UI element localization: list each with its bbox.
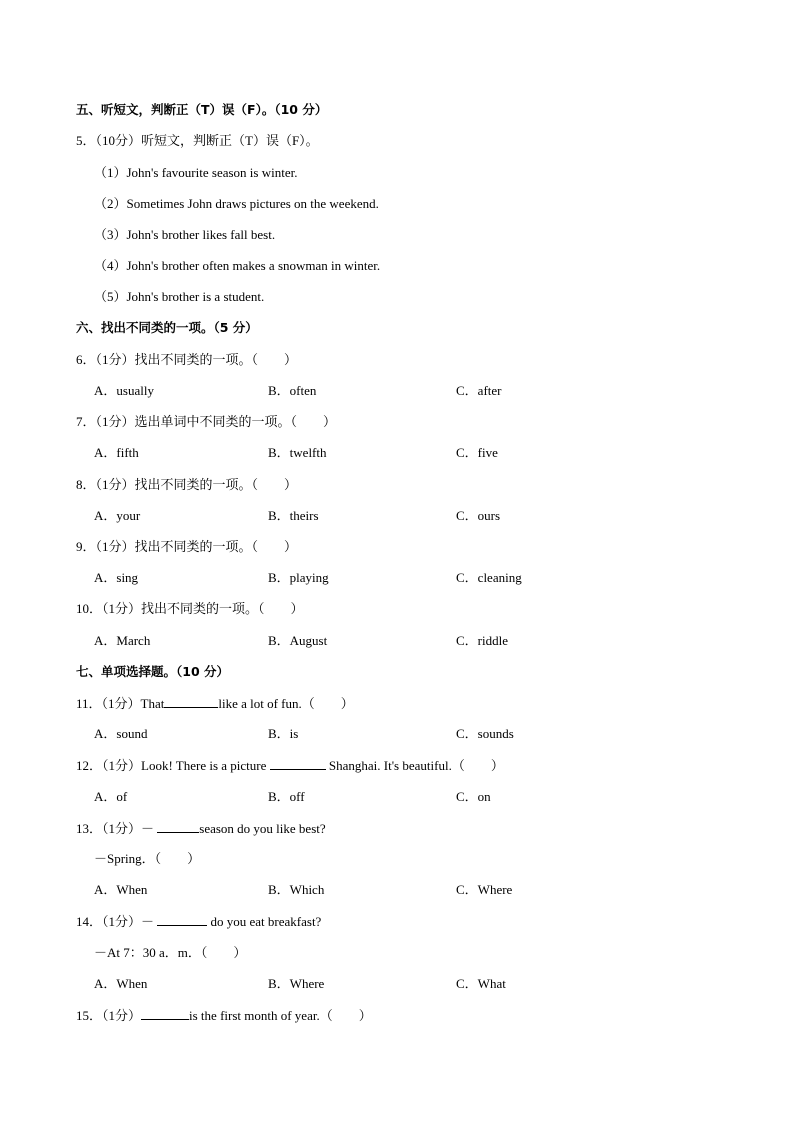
option-c[interactable]: C．on <box>456 789 491 804</box>
section-heading: 五、听短文，判断正（T）误（F）。（10 分） <box>76 102 328 117</box>
statement-item: （2）Sometimes John draws pictures on the weekend. <box>94 196 379 211</box>
option-c[interactable]: C．cleaning <box>456 570 522 585</box>
option-a[interactable]: A．usually <box>94 383 154 398</box>
stem-text: 12．（1分）Look! There is a picture <box>76 758 270 773</box>
option-a[interactable]: A．sing <box>94 570 139 585</box>
answer-blank[interactable] <box>141 1007 189 1020</box>
stem-text: 13．（1分）－ <box>76 821 158 836</box>
question-stem <box>76 820 326 837</box>
option-a[interactable]: A．sound <box>94 726 148 741</box>
option-b[interactable]: B．August <box>268 633 328 648</box>
option-c[interactable]: C．Where <box>456 882 513 897</box>
option-c[interactable]: C．riddle <box>456 633 508 648</box>
stem-text: like a lot of fun.（ ） <box>218 696 354 711</box>
dialogue-reply: －At 7：30 a．m．（ ） <box>94 945 247 960</box>
option-a[interactable]: A．March <box>94 633 151 648</box>
stem-text: season do you like best? <box>199 821 326 836</box>
question-stem <box>76 1007 372 1024</box>
statement-item: （5）John's brother is a student. <box>94 289 265 304</box>
question-stem: 10．（1分）找出不同类的一项。（ ） <box>76 601 304 616</box>
question-stem: 5．（10分）听短文，判断正（T）误（F）。 <box>76 133 319 148</box>
option-b[interactable]: B．often <box>268 383 317 398</box>
option-c[interactable]: C．sounds <box>456 726 514 741</box>
answer-blank[interactable] <box>270 757 326 770</box>
option-c[interactable]: C．after <box>456 383 502 398</box>
option-a[interactable]: A．of <box>94 789 128 804</box>
option-b[interactable]: B．Where <box>268 976 325 991</box>
question-stem: 8．（1分）找出不同类的一项。（ ） <box>76 477 298 492</box>
answer-blank[interactable] <box>164 695 218 708</box>
stem-text: 15．（1分） <box>76 1008 142 1023</box>
option-b[interactable]: B．is <box>268 726 299 741</box>
question-stem: 6．（1分）找出不同类的一项。（ ） <box>76 352 298 367</box>
stem-text: do you eat breakfast? <box>207 914 322 929</box>
question-stem <box>76 757 504 774</box>
option-a[interactable]: A．your <box>94 508 141 523</box>
stem-text: Shanghai. It's beautiful.（ ） <box>325 758 504 773</box>
stem-text: is the first month of year.（ ） <box>189 1008 372 1023</box>
question-stem <box>76 695 354 712</box>
answer-blank[interactable] <box>157 820 199 833</box>
statement-item: （4）John's brother often makes a snowman in winter. <box>94 258 381 273</box>
question-stem <box>76 913 321 930</box>
option-c[interactable]: C．five <box>456 445 498 460</box>
dialogue-reply: －Spring．（ ） <box>94 851 201 866</box>
question-stem: 9．（1分）找出不同类的一项。（ ） <box>76 539 298 554</box>
stem-text: 11．（1分）That <box>76 696 165 711</box>
statement-item: （1）John's favourite season is winter. <box>94 165 298 180</box>
section-heading: 六、找出不同类的一项。（5 分） <box>76 320 258 335</box>
option-b[interactable]: B．playing <box>268 570 329 585</box>
option-b[interactable]: B．theirs <box>268 508 319 523</box>
answer-blank[interactable] <box>157 913 207 926</box>
section-heading: 七、单项选择题。（10 分） <box>76 664 229 679</box>
stem-text: 14．（1分）－ <box>76 914 158 929</box>
option-c[interactable]: C．What <box>456 976 506 991</box>
option-a[interactable]: A．When <box>94 976 148 991</box>
question-stem: 7．（1分）选出单词中不同类的一项。（ ） <box>76 414 337 429</box>
option-c[interactable]: C．ours <box>456 508 501 523</box>
option-b[interactable]: B．off <box>268 789 305 804</box>
option-b[interactable]: B．Which <box>268 882 325 897</box>
option-b[interactable]: B．twelfth <box>268 445 327 460</box>
option-a[interactable]: A．fifth <box>94 445 139 460</box>
statement-item: （3）John's brother likes fall best. <box>94 227 276 242</box>
option-a[interactable]: A．When <box>94 882 148 897</box>
